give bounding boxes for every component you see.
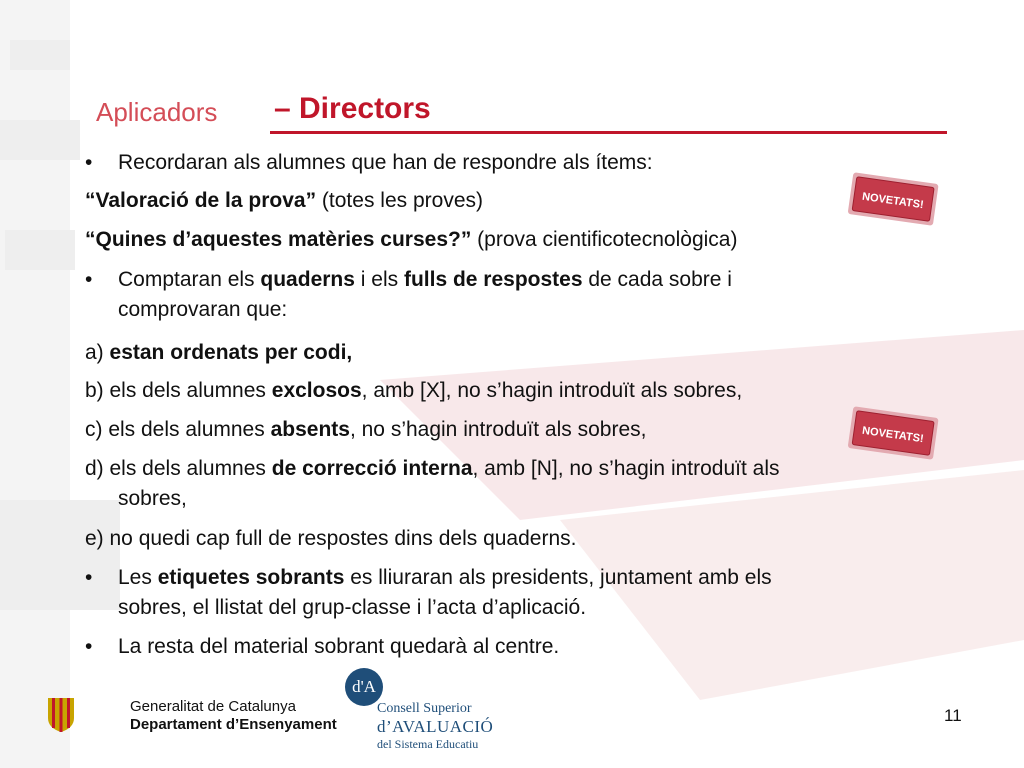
plain-text: Les <box>118 566 158 589</box>
csa-logo <box>340 668 494 758</box>
plain-text: (prova cientificotecnològica) <box>471 228 738 251</box>
plain-text: Comptaran els <box>118 268 261 291</box>
bold-text: quaderns <box>260 268 355 291</box>
bold-text: “Quines d’aquestes matèries curses?” <box>85 228 472 251</box>
badge-label: NOVETATS! <box>861 424 925 446</box>
bold-text: fulls de respostes <box>403 268 583 291</box>
title-box <box>84 92 268 128</box>
line-quines <box>85 225 737 255</box>
bold-text: de correcció interna <box>271 457 473 480</box>
plain-text: a) <box>85 341 110 364</box>
line-d <box>85 454 780 484</box>
bullet-text <box>118 563 772 593</box>
novetats-badge <box>846 170 941 230</box>
bullet-text <box>118 265 732 295</box>
bold-text: “Valoració de la prova” <box>85 189 317 212</box>
plain-text: , amb [X], no s’hagin introduït als sobres, <box>361 379 743 402</box>
title-part2: – Directors <box>274 92 431 125</box>
novetats-badge <box>846 404 941 464</box>
page-number: 11 <box>944 706 962 725</box>
csa-line1: Consell Superior <box>377 701 472 716</box>
plain-text: i els <box>354 268 404 291</box>
badge-label: NOVETATS! <box>861 190 925 212</box>
plain-text: es lliuraran als presidents, juntament amb els <box>344 566 772 589</box>
bullet-continuation: sobres, el llistat del grup-classe i l’acta d’aplicació. <box>118 596 587 619</box>
bullet-dot: • <box>85 566 93 589</box>
plain-text: , no s’hagin introduït als sobres, <box>349 418 647 441</box>
bold-text: absents <box>270 418 350 441</box>
bullet-dot: • <box>85 151 93 174</box>
generalitat-name: Generalitat de Catalunya <box>130 698 296 715</box>
generalitat-logo <box>46 698 337 737</box>
plain-text: de cada sobre i <box>582 268 732 291</box>
bold-text: exclosos <box>271 379 362 402</box>
bullet-text: La resta del material sobrant quedarà al centre. <box>118 635 560 658</box>
plain-text: d) els dels alumnes <box>85 457 272 480</box>
title-part1: Aplicadors <box>96 97 218 127</box>
line-d-continuation: sobres, <box>118 487 187 510</box>
line-c <box>85 415 646 445</box>
generalitat-emblem-icon <box>46 698 76 732</box>
plain-text: b) els dels alumnes <box>85 379 272 402</box>
line-e: e) no quedi cap full de respostes dins dels quaderns. <box>85 527 577 550</box>
department-name: Departament d’Ensenyament <box>130 716 337 733</box>
plain-text: (totes les proves) <box>316 189 483 212</box>
csa-line2: d’AVALUACIÓ <box>377 717 494 736</box>
bold-text: estan ordenats per codi, <box>109 341 353 364</box>
plain-text: , amb [N], no s’hagin introduït als <box>472 457 780 480</box>
plain-text: c) els dels alumnes <box>85 418 271 441</box>
bullet-dot: • <box>85 268 93 291</box>
line-a <box>85 338 352 368</box>
bullet-text: Recordaran als alumnes que han de respondre als ítems: <box>118 151 653 174</box>
csa-mark: d'A <box>345 668 383 706</box>
line-b <box>85 376 742 406</box>
title-underline <box>270 131 947 134</box>
bullet-dot: • <box>85 635 93 658</box>
line-valoracio <box>85 186 483 216</box>
bullet-continuation: comprovaran que: <box>118 298 288 321</box>
bold-text: etiquetes sobrants <box>157 566 345 589</box>
csa-line3: del Sistema Educatiu <box>377 737 479 751</box>
